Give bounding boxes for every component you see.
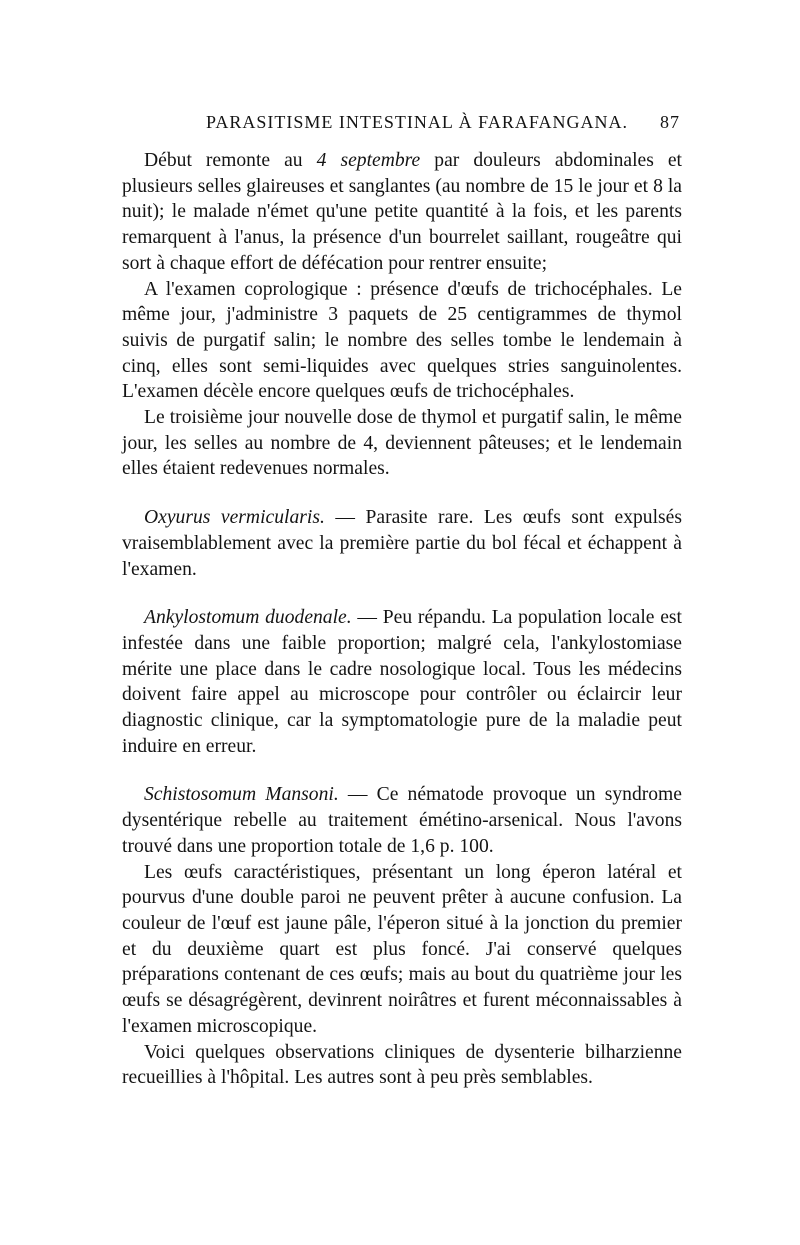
paragraph-schistosomum [122,782,682,859]
ankylostomum-name: Ankylostomum duodenale. [144,607,352,629]
paragraph-onset [122,148,682,277]
paragraph-coprologic-exam: A l'examen coprologique : présence d'œufs de trichocéphales. Le même jour, j'administre 3 paquets de 25 centigrammes de thymol suivis de purgatif salin; le nombre des selles tombe le lendemain à cinq, elles sont semi-liquides avec quelques stries sanguinolentes. L'examen décèle encore quelques œufs de trichocéphales. [122,278,682,403]
schistosomum-text: — Ce nématode provoque un syndrome dysentérique rebelle au traitement émétino-arsenical. Nous l'avons trouvé dans une proportion totale de 1,6 p. 100. [122,784,682,857]
paragraph-ankylostomum [122,605,682,759]
ankylostomum-text: — Peu répandu. La population locale est infestée dans une faible proportion; malgré cela, l'ankylostomiase mérite une place dans le cadre nosologique local. Tous les médecins doivent faire appel au microscope pour contrôler ou éclaircir leur diagnostic clinique, car la symptomatologie pure de la maladie peut induire en erreur. [122,607,683,757]
oxyurus-name: Oxyurus vermicularis. [144,507,325,529]
page-number: 87 [660,112,680,132]
paragraph-oxyurus [122,505,682,582]
running-head [122,112,682,148]
paragraph-observations: Voici quelques observations cliniques de dysenterie bilharzienne recueillies à l'hôpital. Les autres sont à peu près semblables. [122,1041,682,1089]
book-page [122,112,682,1091]
paragraph-third-day: Le troisième jour nouvelle dose de thymol et purgatif salin, le même jour, les selles au nombre de 4, deviennent pâteuses; et le lendemain elles étaient redevenues normales. [122,407,682,480]
onset-lead: Début remonte au [144,150,317,171]
onset-date: 4 septembre [316,150,421,171]
onset-rest: par douleurs abdominales et plusieurs selles glaireuses et sanglantes (au nombre de 15 le jour et 8 la nuit); le malade n'émet qu'une petite quantité à la fois, et les parents remarquent à l'anus, la présence d'un bourrelet saillant, rougeâtre qui sort à chaque effort de défécation pour rentrer ensuite; [122,150,683,274]
running-head-title: PARASITISME INTESTINAL À FARAFANGANA. [206,112,629,132]
page-body [122,148,682,1091]
oxyurus-text: — Parasite rare. Les œufs sont expulsés vraisemblablement avec la première partie du bol fécal et échappent à l'examen. [122,507,682,580]
schistosomum-name: Schistosomum Mansoni. [144,784,339,806]
paragraph-eggs: Les œufs caractéristiques, présentant un long éperon latéral et pourvus d'une double paroi ne peuvent prêter à aucune confusion. La couleur de l'œuf est jaune pâle, l'éperon situé à la jonction du premier et du deuxième quart est plus foncé. J'ai conservé quelques préparations contenant de ces œufs; mais au bout du quatrième jour les œufs se désagrégèrent, devinrent noirâtres et furent méconnaissables à l'examen microscopique. [122,861,682,1037]
